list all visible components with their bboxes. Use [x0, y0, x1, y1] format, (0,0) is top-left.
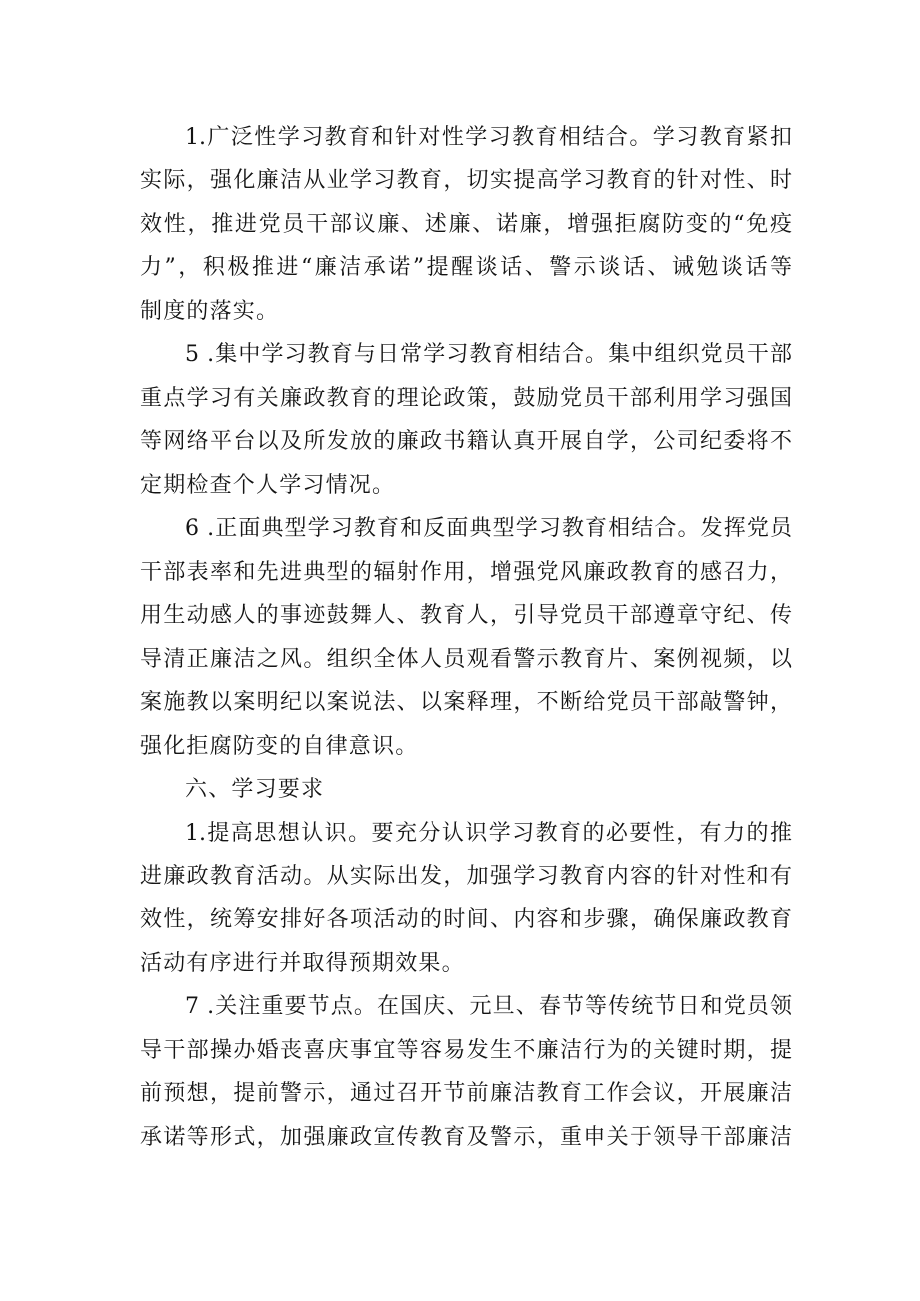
text-line: 强化拒腐防变的自律意识。 — [140, 733, 419, 759]
text-line: 用生动感人的事迹鼓舞人、教育人，引导党员干部遵章守纪、传 — [140, 603, 792, 629]
paragraph — [140, 985, 792, 1159]
text-line: 效性，推进党员干部议廉、述廉、诺廉，增强拒腐防变的“免疫 — [140, 211, 792, 237]
text-line: 干部表率和先进典型的辐射作用，增强党风廉政教育的感召力， — [140, 559, 792, 585]
text-line: 实际，强化廉洁从业学习教育，切实提高学习教育的针对性、时 — [140, 168, 792, 194]
text-line: 活动有序进行并取得预期效果。 — [140, 950, 465, 976]
text-line: 5 .集中学习教育与日常学习教育相结合。集中组织党员干部 — [185, 342, 792, 368]
text-line: 效性，统筹安排好各项活动的时间、内容和步骤，确保廉政教育 — [140, 907, 792, 933]
text-line: 7 .关注重要节点。在国庆、元旦、春节等传统节日和党员领 — [185, 994, 792, 1020]
text-line: 等网络平台以及所发放的廉政书籍认真开展自学，公司纪委将不 — [140, 429, 792, 455]
text-line: 进廉政教育活动。从实际出发，加强学习教育内容的针对性和有 — [140, 863, 792, 889]
text-line: 6 .正面典型学习教育和反面典型学习教育相结合。发挥党员 — [185, 516, 792, 542]
text-line: 1.提高思想认识。要充分认识学习教育的必要性，有力的推 — [185, 820, 792, 846]
paragraph — [140, 812, 792, 986]
document-body — [140, 116, 792, 1159]
paragraph — [140, 116, 792, 333]
text-line: 制度的落实。 — [140, 298, 280, 324]
text-line: 重点学习有关廉政教育的理论政策，鼓励党员干部利用学习强国 — [140, 385, 792, 411]
section-heading — [140, 768, 792, 811]
text-line: 1.广泛性学习教育和针对性学习教育相结合。学习教育紧扣 — [185, 125, 792, 150]
paragraph — [140, 333, 792, 507]
text-line: 力”，积极推进“廉洁承诺”提醒谈话、警示谈话、诫勉谈话等 — [140, 255, 792, 281]
paragraph — [140, 507, 792, 768]
section-heading-text: 六、学习要求 — [185, 777, 325, 803]
text-line: 导干部操办婚丧喜庆事宜等容易发生不廉洁行为的关键时期，提 — [140, 1037, 792, 1063]
text-line: 定期检查个人学习情况。 — [140, 472, 396, 498]
text-line: 前预想，提前警示，通过召开节前廉洁教育工作会议，开展廉洁 — [140, 1081, 792, 1107]
text-line: 承诺等形式，加强廉政宣传教育及警示，重申关于领导干部廉洁 — [140, 1124, 792, 1150]
text-line: 案施教以案明纪以案说法、以案释理，不断给党员干部敲警钟， — [140, 690, 792, 716]
text-line: 导清正廉洁之风。组织全体人员观看警示教育片、案例视频，以 — [140, 646, 792, 672]
